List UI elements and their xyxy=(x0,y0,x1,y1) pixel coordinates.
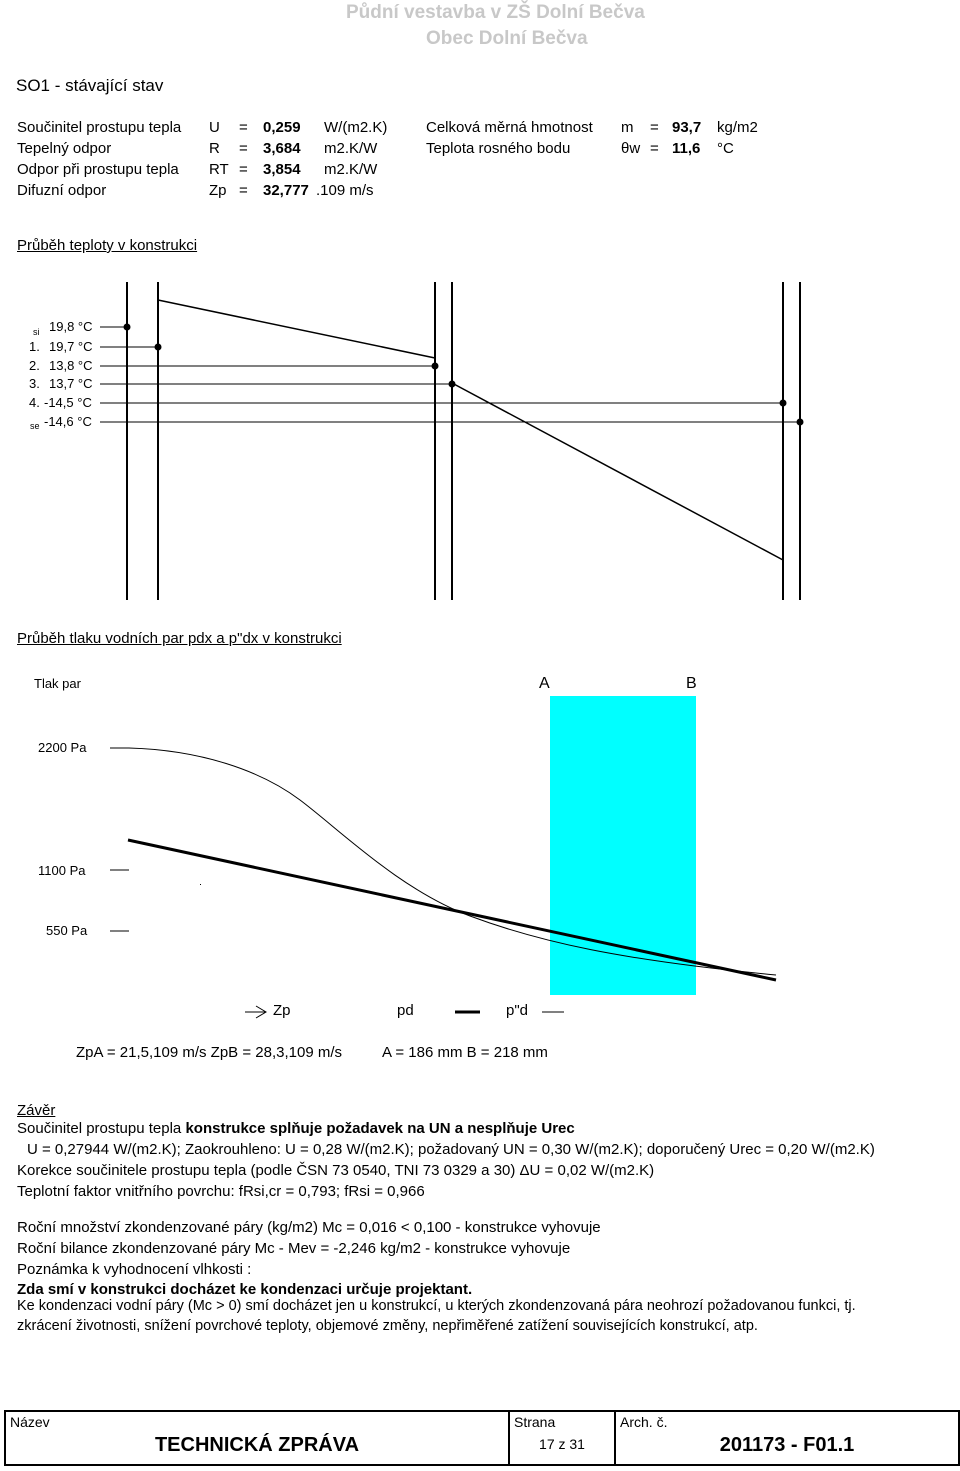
prop-sym: U xyxy=(209,119,220,136)
pressure-tick: 550 Pa xyxy=(46,923,88,938)
conclusion-balance: Roční bilance zkondenzované páry Mc - Mev = -2,246 kg/m2 - konstrukce vyhovuje xyxy=(17,1240,571,1257)
temp-row-value: 19,7 °C xyxy=(49,339,93,354)
footer-name-label: Název xyxy=(10,1414,50,1430)
prop-unit: .109 m/s xyxy=(316,182,374,199)
conclusion-note-2: zkrácení životnosti, snížení povrchové teploty, objemové změny, nepřiměřené zatížení souvisejících konstrukcí, atp. xyxy=(17,1318,758,1334)
prop-eq: = xyxy=(650,119,659,136)
prop-sym: R xyxy=(209,140,220,157)
marker-a: A xyxy=(539,675,550,692)
pressure-axis-title: Tlak par xyxy=(34,676,81,691)
temp-row-label: 2. xyxy=(29,358,40,373)
header-project: Půdní vestavba v ZŠ Dolní Bečva xyxy=(346,2,645,23)
condensation-zone xyxy=(550,696,696,995)
prop-name: Součinitel prostupu tepla xyxy=(17,119,182,136)
prop-eq: = xyxy=(239,182,248,199)
conclusion-result: konstrukce splňuje požadavek na UN a nesplňuje Urec xyxy=(185,1120,575,1137)
legend-psat: p"d xyxy=(506,1002,529,1019)
ab-values: A = 186 mm B = 218 mm xyxy=(382,1044,548,1061)
prop-sym: Zp xyxy=(209,182,227,199)
temp-row-label: se xyxy=(30,421,40,431)
prop-name: Celková měrná hmotnost xyxy=(426,119,593,136)
prop-sym: RT xyxy=(209,161,229,178)
conclusion-heading: Závěr xyxy=(17,1102,56,1119)
prop-eq: = xyxy=(239,119,248,136)
footer-arch-label: Arch. č. xyxy=(620,1414,668,1430)
prop-name: Tepelný odpor xyxy=(17,140,112,157)
zp-values: ZpA = 21,5,109 m/s ZpB = 28,3,109 m/s xyxy=(76,1044,342,1061)
temp-row-value: -14,5 °C xyxy=(44,395,92,410)
temp-row-value: 13,7 °C xyxy=(49,376,93,391)
prop-eq: = xyxy=(650,140,659,157)
prop-name: Teplota rosného bodu xyxy=(426,140,571,157)
prop-val: 3,854 xyxy=(263,161,301,178)
prop-unit: kg/m2 xyxy=(717,119,758,136)
prop-unit: W/(m2.K) xyxy=(324,119,388,136)
temp-row-value: 19,8 °C xyxy=(49,319,93,334)
prop-val: 93,7 xyxy=(672,119,702,136)
pressure-tick: 1100 Pa xyxy=(38,863,86,878)
footer-arch: 201173 - F01.1 xyxy=(719,1434,855,1456)
conclusion-correction: Korekce součinitele prostupu tepla (podle ČSN 73 0540, TNI 73 0329 a 30) ΔU = 0,02 W/(m2.K) xyxy=(17,1162,655,1179)
prop-unit: m2.K/W xyxy=(324,140,378,157)
footer-arch-cell xyxy=(615,1411,959,1465)
conclusion-note-bold: Zda smí v konstrukci docházet ke kondenzaci určuje projektant. xyxy=(17,1281,473,1298)
temp-row-value: 13,8 °C xyxy=(49,358,93,373)
conclusion-temp-factor: Teplotní faktor vnitřního povrchu: fRsi,cr = 0,793; fRsi = 0,966 xyxy=(17,1183,425,1200)
header-investor: Obec Dolní Bečva xyxy=(426,28,588,49)
legend-zp: Zp xyxy=(273,1002,291,1019)
conclusion-note-title: Poznámka k vyhodnocení vlhkosti : xyxy=(17,1261,252,1278)
marker-b: B xyxy=(686,675,697,692)
conclusion-condensate: Roční množství zkondenzované páry (kg/m2) Mc = 0,016 < 0,100 - konstrukce vyhovuje xyxy=(17,1219,601,1236)
prop-val: 3,684 xyxy=(263,140,301,157)
prop-unit: m2.K/W xyxy=(324,161,378,178)
conclusion-line xyxy=(17,1120,575,1137)
temp-row-label: 4. xyxy=(29,395,40,410)
conclusion-u-values: U = 0,27944 W/(m2.K); Zaokrouhleno: U = 0,28 W/(m2.K); požadovaný UN = 0,30 W/(m2.K); doporučený Urec = 0,20 W/(m2.K) xyxy=(27,1141,875,1158)
prop-val: 32,777 xyxy=(263,182,309,199)
temp-row-label: 1. xyxy=(29,339,40,354)
pressure-heading: Průběh tlaku vodních par pdx a p"dx v konstrukci xyxy=(17,630,342,647)
prop-name: Odpor při prostupu tepla xyxy=(17,161,179,178)
prop-sym: θw xyxy=(621,140,641,157)
temp-heading: Průběh teploty v konstrukci xyxy=(17,237,198,254)
temp-row-label: 3. xyxy=(29,376,40,391)
footer-name: TECHNICKÁ ZPRÁVA xyxy=(154,1434,360,1456)
pressure-diagram xyxy=(0,690,960,1020)
prop-unit: °C xyxy=(717,140,734,157)
footer-page-label: Strana xyxy=(514,1414,556,1430)
temp-row-value: -14,6 °C xyxy=(44,414,92,429)
conclusion-text: Součinitel prostupu tepla xyxy=(17,1120,186,1137)
prop-eq: = xyxy=(239,161,248,178)
legend-pd: pd xyxy=(397,1002,414,1019)
section-title: SO1 - stávající stav xyxy=(16,76,164,95)
footer-page: 17 z 31 xyxy=(539,1436,585,1452)
prop-eq: = xyxy=(239,140,248,157)
prop-sym: m xyxy=(621,119,634,136)
footer-page-cell xyxy=(509,1411,615,1465)
temp-diagram xyxy=(0,270,960,600)
conclusion-note-1: Ke kondenzaci vodní páry (Mc > 0) smí docházet jen u konstrukcí, u kterých zkondenzovaná pára neohrozí požadovanou funkci, tj. xyxy=(17,1298,856,1314)
prop-val: 11,6 xyxy=(672,140,701,157)
prop-name: Difuzní odpor xyxy=(17,182,107,199)
footer-name-cell xyxy=(5,1411,509,1465)
footer-table xyxy=(4,1410,960,1466)
temp-row-label: si xyxy=(33,327,40,337)
prop-val: 0,259 xyxy=(263,119,301,136)
pressure-tick: 2200 Pa xyxy=(38,740,87,755)
